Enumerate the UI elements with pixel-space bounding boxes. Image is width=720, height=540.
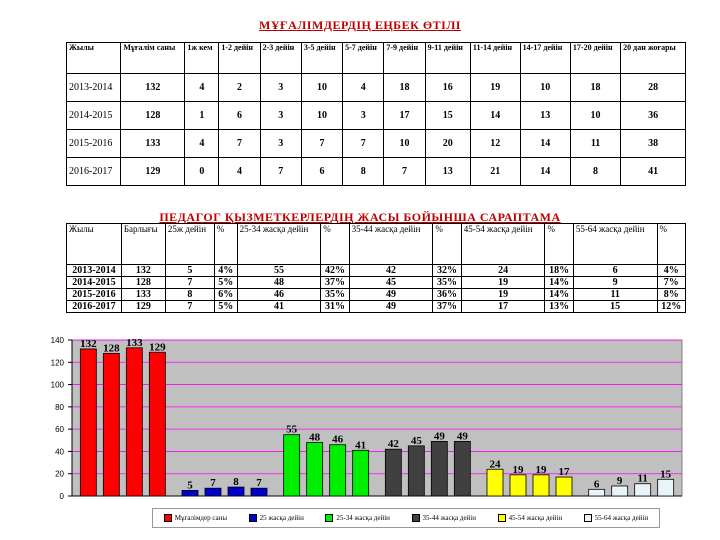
table1-header-cell: 3-5 дейін [301, 43, 342, 74]
table1-header-cell: 1ж кем [185, 43, 219, 74]
y-tick-label: 20 [55, 469, 64, 479]
table2-header-cell: % [321, 224, 349, 265]
bar [307, 443, 323, 496]
table2-value-cell: 9 [573, 277, 657, 289]
teacher-age-table [66, 223, 686, 313]
table2-value-cell: 11 [573, 289, 657, 301]
table1-header-cell: 1-2 дейін [219, 43, 260, 74]
table2-value-cell: 55 [237, 265, 321, 277]
table2-header-cell: 25-34 жасқа дейін [237, 224, 321, 265]
table2-value-cell: 132 [121, 265, 165, 277]
table1-header-cell: 14-17 дейін [520, 43, 570, 74]
table1-header-cell: 9-11 дейін [425, 43, 470, 74]
bar-value-label: 19 [535, 463, 547, 476]
legend-swatch [249, 514, 257, 522]
bar [487, 469, 503, 496]
legend-item [412, 514, 477, 522]
table2-title: ПЕДАГОГ ҚЫЗМЕТКЕРЛЕРДІҢ ЖАСЫ БОЙЫНША САРАПТАМА [159, 210, 561, 224]
table2-header-cell: % [657, 224, 685, 265]
table2-header-cell: % [433, 224, 461, 265]
table2-value-cell: 8 [165, 289, 214, 301]
table1-value-cell: 18 [384, 74, 425, 102]
table2-header-cell: 45-54 жасқа дейін [461, 224, 545, 265]
table1-row [67, 74, 686, 102]
table1-value-cell: 17 [384, 102, 425, 130]
table1-value-cell: 19 [470, 74, 520, 102]
table1-value-cell: 10 [301, 74, 342, 102]
table2-row [67, 289, 686, 301]
bar [126, 348, 142, 496]
bar-value-label: 24 [489, 458, 501, 471]
table1-value-cell: 3 [260, 74, 301, 102]
table1-header-cell: 20 дан жоғары [621, 43, 686, 74]
table2-value-cell: 8% [657, 289, 685, 301]
table1-value-cell: 6 [219, 102, 260, 130]
y-tick-label: 140 [50, 336, 64, 345]
bar-value-label: 15 [660, 468, 672, 481]
legend-item [249, 514, 304, 522]
bar-value-label: 11 [637, 472, 648, 485]
bar-value-label: 9 [616, 474, 623, 487]
table2-value-cell: 37% [433, 301, 461, 313]
legend-label: Мұғалімдер саны [174, 514, 228, 522]
table2-value-cell: 15 [573, 301, 657, 313]
table1-value-cell: 128 [121, 102, 185, 130]
table1-value-cell: 14 [520, 130, 570, 158]
table2-value-cell: 24 [461, 265, 545, 277]
legend-swatch [498, 514, 506, 522]
table2-value-cell: 49 [349, 289, 433, 301]
table2-year-cell: 2014-2015 [67, 277, 122, 289]
table1-value-cell: 36 [621, 102, 686, 130]
table2-value-cell: 49 [349, 301, 433, 313]
bar-value-label: 132 [80, 337, 97, 350]
table2-header-cell: 55-64 жасқа дейін [573, 224, 657, 265]
bar-value-label: 45 [410, 434, 422, 447]
teacher-bar-chart [0, 330, 720, 505]
table1-header-cell: 5-7 дейін [343, 43, 384, 74]
bar-value-label: 48 [309, 431, 321, 444]
table1-value-cell: 7 [219, 130, 260, 158]
table1-value-cell: 129 [121, 158, 185, 186]
table1-header-cell: 2-3 дейін [260, 43, 301, 74]
bar [353, 450, 369, 496]
bar-value-label: 41 [355, 439, 367, 452]
table2-value-cell: 46 [237, 289, 321, 301]
bar-value-label: 8 [233, 476, 239, 489]
legend-item [164, 514, 227, 522]
table2-value-cell: 7% [657, 277, 685, 289]
legend-label: 45-54 жасқа дейін [508, 514, 563, 522]
table2-value-cell: 41 [237, 301, 321, 313]
table1-value-cell: 15 [425, 102, 470, 130]
table1-value-cell: 4 [343, 74, 384, 102]
table2-value-cell: 5% [214, 277, 237, 289]
table1-value-cell: 0 [185, 158, 219, 186]
table1-value-cell: 14 [520, 158, 570, 186]
bar [635, 484, 651, 496]
bar [205, 488, 221, 496]
table1-value-cell: 41 [621, 158, 686, 186]
table2-value-cell: 5 [165, 265, 214, 277]
bar [556, 477, 572, 496]
table2-value-cell: 42 [349, 265, 433, 277]
table1-year-cell: 2013-2014 [67, 74, 121, 102]
table2-value-cell: 35% [321, 289, 349, 301]
table2-row [67, 265, 686, 277]
legend-label: 35-44 жасқа дейін [422, 514, 476, 522]
table2-year-cell: 2016-2017 [67, 301, 122, 313]
table2-value-cell: 6 [573, 265, 657, 277]
bar [330, 445, 346, 496]
legend-item [325, 514, 390, 522]
table1-value-cell: 4 [185, 74, 219, 102]
bar-value-label: 128 [103, 342, 120, 355]
table1-value-cell: 1 [185, 102, 219, 130]
bar-value-label: 6 [593, 478, 600, 491]
bar [385, 449, 401, 496]
table2-header-cell: Барлығы [121, 224, 165, 265]
table2-header-cell: % [214, 224, 237, 265]
bar-value-label: 49 [433, 430, 445, 443]
bar-value-label: 133 [126, 336, 143, 349]
legend-swatch [584, 514, 592, 522]
table1-value-cell: 8 [570, 158, 620, 186]
legend-item [498, 514, 563, 522]
bar-value-label: 49 [456, 430, 468, 443]
table2-year-cell: 2013-2014 [67, 265, 122, 277]
bar-value-label: 129 [149, 341, 166, 354]
table1-value-cell: 3 [260, 102, 301, 130]
table1-value-cell: 6 [301, 158, 342, 186]
table2-value-cell: 45 [349, 277, 433, 289]
table1-value-cell: 12 [470, 130, 520, 158]
y-tick-label: 60 [55, 425, 64, 435]
table1-value-cell: 13 [425, 158, 470, 186]
table1-value-cell: 8 [343, 158, 384, 186]
bar-value-label: 42 [387, 438, 399, 451]
table1-value-cell: 10 [570, 102, 620, 130]
table2-header-cell: 25ж дейін [165, 224, 214, 265]
table2-year-cell: 2015-2016 [67, 289, 122, 301]
table2-value-cell: 129 [121, 301, 165, 313]
table2-value-cell: 13% [545, 301, 573, 313]
legend-swatch [412, 514, 420, 522]
bar-value-label: 5 [187, 479, 193, 492]
y-tick-label: 100 [50, 380, 64, 390]
table2-value-cell: 6% [214, 289, 237, 301]
table1-value-cell: 38 [621, 130, 686, 158]
table1-value-cell: 20 [425, 130, 470, 158]
bar [228, 487, 244, 496]
bar-value-label: 19 [512, 463, 524, 476]
table2-header-cell: % [545, 224, 573, 265]
bar-value-label: 17 [558, 466, 570, 479]
table1-value-cell: 7 [301, 130, 342, 158]
table1-title: МҰҒАЛІМДЕРДІҢ ЕҢБЕК ӨТІЛІ [259, 18, 461, 32]
table2-value-cell: 35% [433, 277, 461, 289]
bar-value-label: 7 [210, 477, 216, 490]
table1-row [67, 130, 686, 158]
table2-value-cell: 37% [321, 277, 349, 289]
table1-year-cell: 2016-2017 [67, 158, 121, 186]
table1-header-cell: 17-20 дейін [570, 43, 620, 74]
table1-value-cell: 4 [185, 130, 219, 158]
table1-value-cell: 7 [343, 130, 384, 158]
y-tick-label: 0 [59, 492, 64, 501]
table1-value-cell: 13 [520, 102, 570, 130]
legend-label: 25 жасқа дейін [259, 514, 304, 522]
table1-value-cell: 133 [121, 130, 185, 158]
table1-header-row [67, 43, 686, 74]
bar [510, 475, 526, 496]
legend-item [584, 514, 649, 522]
y-tick-label: 120 [50, 358, 64, 368]
table1-value-cell: 4 [219, 158, 260, 186]
bar-value-label: 46 [332, 433, 344, 446]
table2-value-cell: 7 [165, 301, 214, 313]
table2-value-cell: 7 [165, 277, 214, 289]
table2-header-cell: Жылы [67, 224, 122, 265]
table2-value-cell: 36% [433, 289, 461, 301]
table1-header-cell: 7-9 дейін [384, 43, 425, 74]
teacher-experience-table [66, 42, 686, 186]
y-tick-label: 80 [55, 402, 64, 412]
table2-value-cell: 18% [545, 265, 573, 277]
bar [658, 479, 674, 496]
y-tick-label: 40 [55, 447, 64, 457]
bar [431, 441, 447, 496]
legend-swatch [325, 514, 333, 522]
table1-value-cell: 28 [621, 74, 686, 102]
table1-year-cell: 2014-2015 [67, 102, 121, 130]
table1-value-cell: 132 [121, 74, 185, 102]
table2-value-cell: 12% [657, 301, 685, 313]
table2-value-cell: 31% [321, 301, 349, 313]
table1-value-cell: 21 [470, 158, 520, 186]
table2-value-cell: 19 [461, 277, 545, 289]
bar [408, 446, 424, 496]
table1-year-cell: 2015-2016 [67, 130, 121, 158]
table2-row [67, 277, 686, 289]
table2-header-cell: 35-44 жасқа дейін [349, 224, 433, 265]
table1-value-cell: 10 [301, 102, 342, 130]
table1-header-cell: Мұғалім саны [121, 43, 185, 74]
table1-value-cell: 3 [260, 130, 301, 158]
table1-value-cell: 18 [570, 74, 620, 102]
legend-swatch [164, 514, 172, 522]
bar [454, 441, 470, 496]
bar [149, 352, 165, 496]
bar [103, 353, 119, 496]
bar-value-label: 55 [286, 423, 298, 436]
chart-legend [152, 508, 660, 528]
table2-value-cell: 5% [214, 301, 237, 313]
table2-value-cell: 128 [121, 277, 165, 289]
bar [612, 486, 628, 496]
bar-value-label: 7 [256, 477, 262, 490]
table2-value-cell: 14% [545, 277, 573, 289]
bar [533, 475, 549, 496]
table1-value-cell: 2 [219, 74, 260, 102]
table2-value-cell: 17 [461, 301, 545, 313]
table1-value-cell: 14 [470, 102, 520, 130]
table1-value-cell: 11 [570, 130, 620, 158]
table2-value-cell: 48 [237, 277, 321, 289]
table1-header-cell: 11-14 дейін [470, 43, 520, 74]
table2-value-cell: 4% [657, 265, 685, 277]
table2-value-cell: 42% [321, 265, 349, 277]
table1-row [67, 102, 686, 130]
table1-header-cell: Жылы [67, 43, 121, 74]
bar [284, 435, 300, 496]
table2-value-cell: 14% [545, 289, 573, 301]
bar [251, 488, 267, 496]
table2-row [67, 301, 686, 313]
table1-value-cell: 10 [384, 130, 425, 158]
table1-value-cell: 7 [384, 158, 425, 186]
table2-header-row [67, 224, 686, 265]
legend-label: 25-34 жасқа дейін [336, 514, 390, 522]
table1-row [67, 158, 686, 186]
table1-value-cell: 7 [260, 158, 301, 186]
table1-value-cell: 16 [425, 74, 470, 102]
table2-value-cell: 32% [433, 265, 461, 277]
table1-value-cell: 3 [343, 102, 384, 130]
table2-value-cell: 19 [461, 289, 545, 301]
table2-value-cell: 133 [121, 289, 165, 301]
legend-label: 55-64 жасқа дейін [594, 514, 649, 522]
bar [80, 349, 96, 496]
table1-value-cell: 10 [520, 74, 570, 102]
table2-value-cell: 4% [214, 265, 237, 277]
